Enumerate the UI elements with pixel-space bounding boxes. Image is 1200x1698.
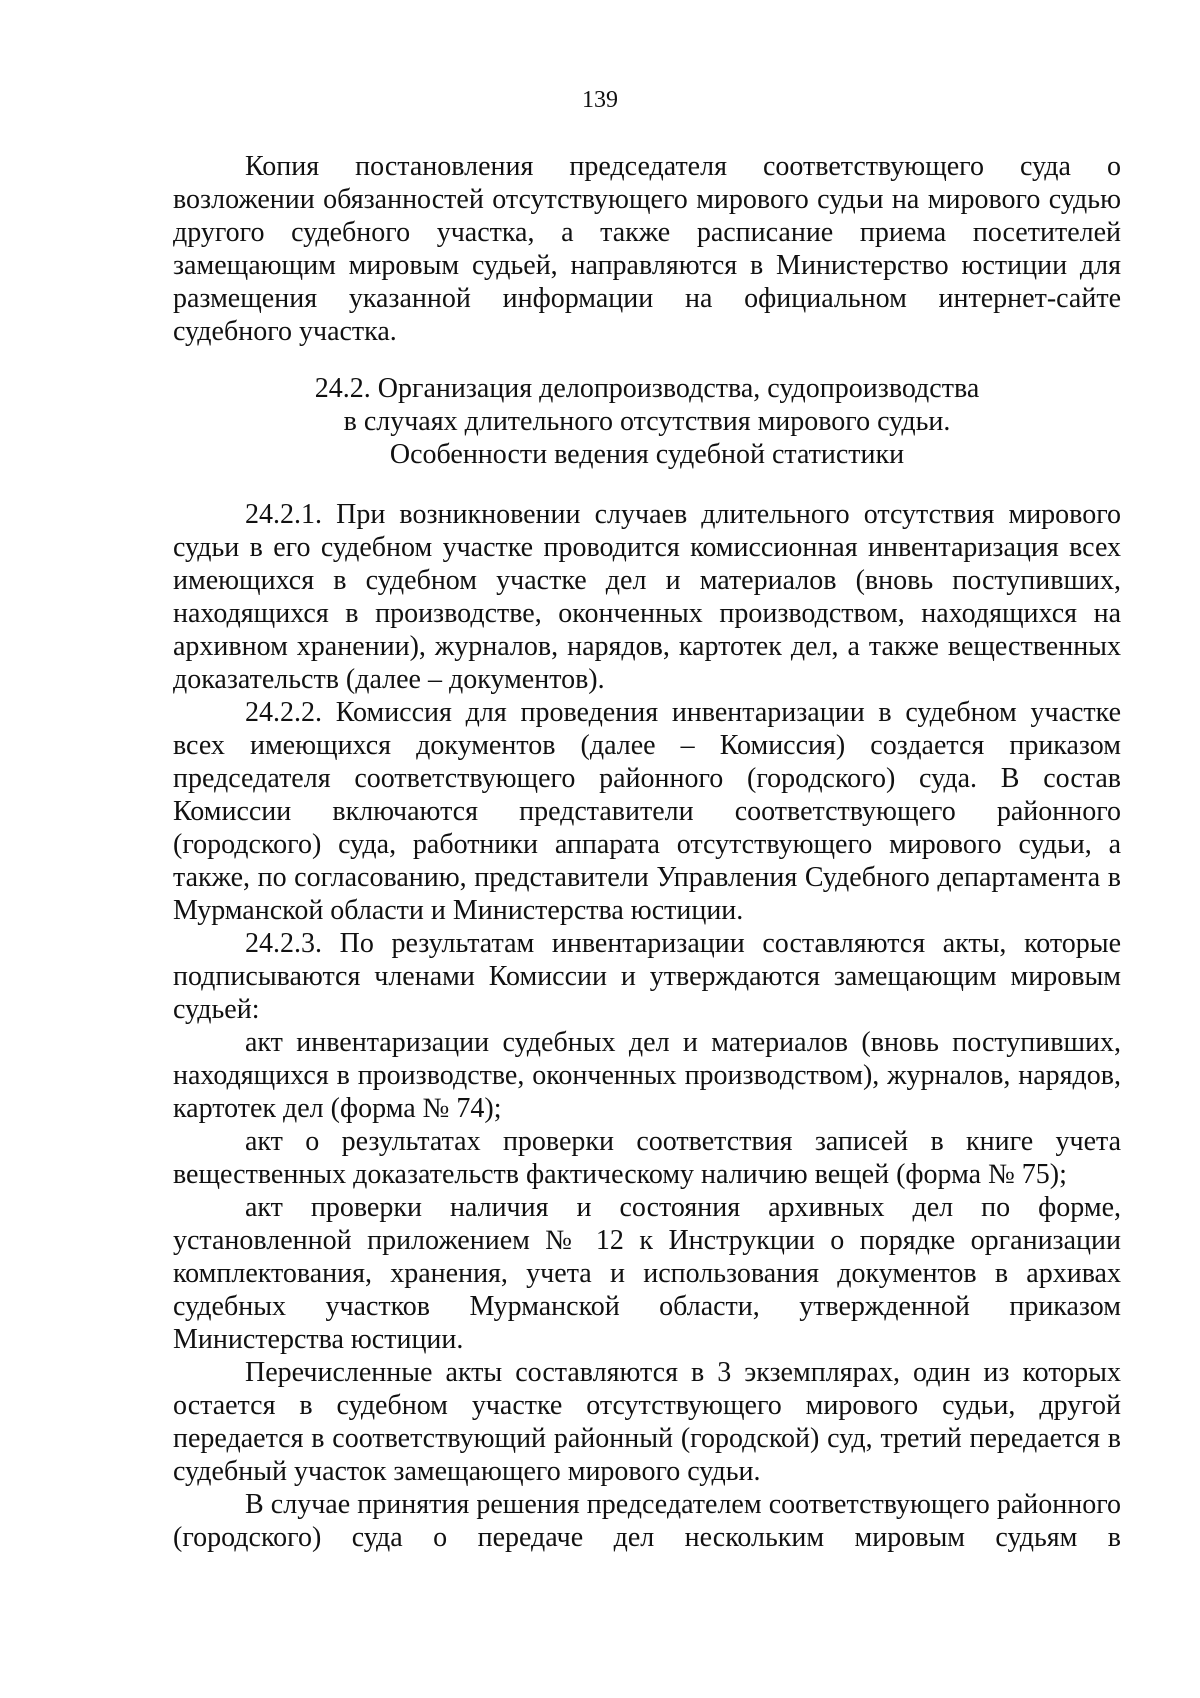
paragraph-case-transfer: В случае принятия решения председателем соответствующего районного (городского) суда о передаче дел нескольким мировым судьям в (173, 1489, 1121, 1553)
intro-block (173, 150, 1121, 348)
paragraph-24-2-2: 24.2.2. Комиссия для проведения инвентаризации в судебном участке всех имеющихся документов (далее – Комиссия) создается приказом председателя соответствующего районного (городского) суда. В состав Комиссии включаются представители соответствующего районного (городского) суда, работники аппарата отсутствующего мирового судьи, а также, по согласованию, представители Управления Судебного департамента в Мурманской области и Министерства юстиции. (173, 697, 1121, 926)
list-item-act-evidence: акт о результатах проверки соответствия записей в книге учета вещественных доказательств фактическому наличию вещей (форма № 75); (173, 1126, 1121, 1190)
paragraph-24-2-1: 24.2.1. При возникновении случаев длительного отсутствия мирового судьи в его судебном участке проводится комиссионная инвентаризация всех имеющихся в судебном участке дел и материалов (вновь поступивших, находящихся в производстве, оконченных производством, находящихся на архивном хранении), журналов, нарядов, картотек дел, а также вещественных доказательств (далее – документов). (173, 499, 1121, 695)
paragraph-24-2-3: 24.2.3. По результатам инвентаризации составляются акты, которые подписываются членами Комиссии и утверждаются замещающим мировым судьей: (173, 928, 1121, 1025)
section-heading-line-3: Особенности ведения судебной статистики (389, 439, 905, 470)
intro-paragraph: Копия постановления председателя соответствующего суда о возложении обязанностей отсутствующего мирового судьи на мирового судью другого судебного участка, а также расписание приема посетителей замещающим мировым судьей, направляются в Министерство юстиции для размещения указанной информации на официальном интернет-сайте судебного участка. (173, 151, 1121, 347)
paragraph-acts-copies: Перечисленные акты составляются в 3 экземплярах, один из которых остается в судебном участке отсутствующего мирового судьи, другой передается в соответствующий районный (городской) суд, третий передается в судебный участок замещающего мирового судьи. (173, 1357, 1121, 1487)
list-item-act-archive: акт проверки наличия и состояния архивных дел по форме, установленной приложением № 12 к Инструкции о порядке организации комплектования, хранения, учета и использования документов в архивах судебных участков Мурманской области, утвержденной приказом Министерства юстиции. (173, 1192, 1121, 1355)
section-heading (173, 372, 1121, 471)
section-heading-line-1: 24.2. Организация делопроизводства, судопроизводства (314, 373, 980, 404)
list-item-act-inventory: акт инвентаризации судебных дел и материалов (вновь поступивших, находящихся в производстве, оконченных производством), журналов, нарядов, картотек дел (форма № 74); (173, 1027, 1121, 1124)
body-text (173, 498, 1121, 1554)
page-number: 139 (582, 87, 618, 113)
section-heading-line-2: в случаях длительного отсутствия мирового судьи. (343, 406, 951, 437)
